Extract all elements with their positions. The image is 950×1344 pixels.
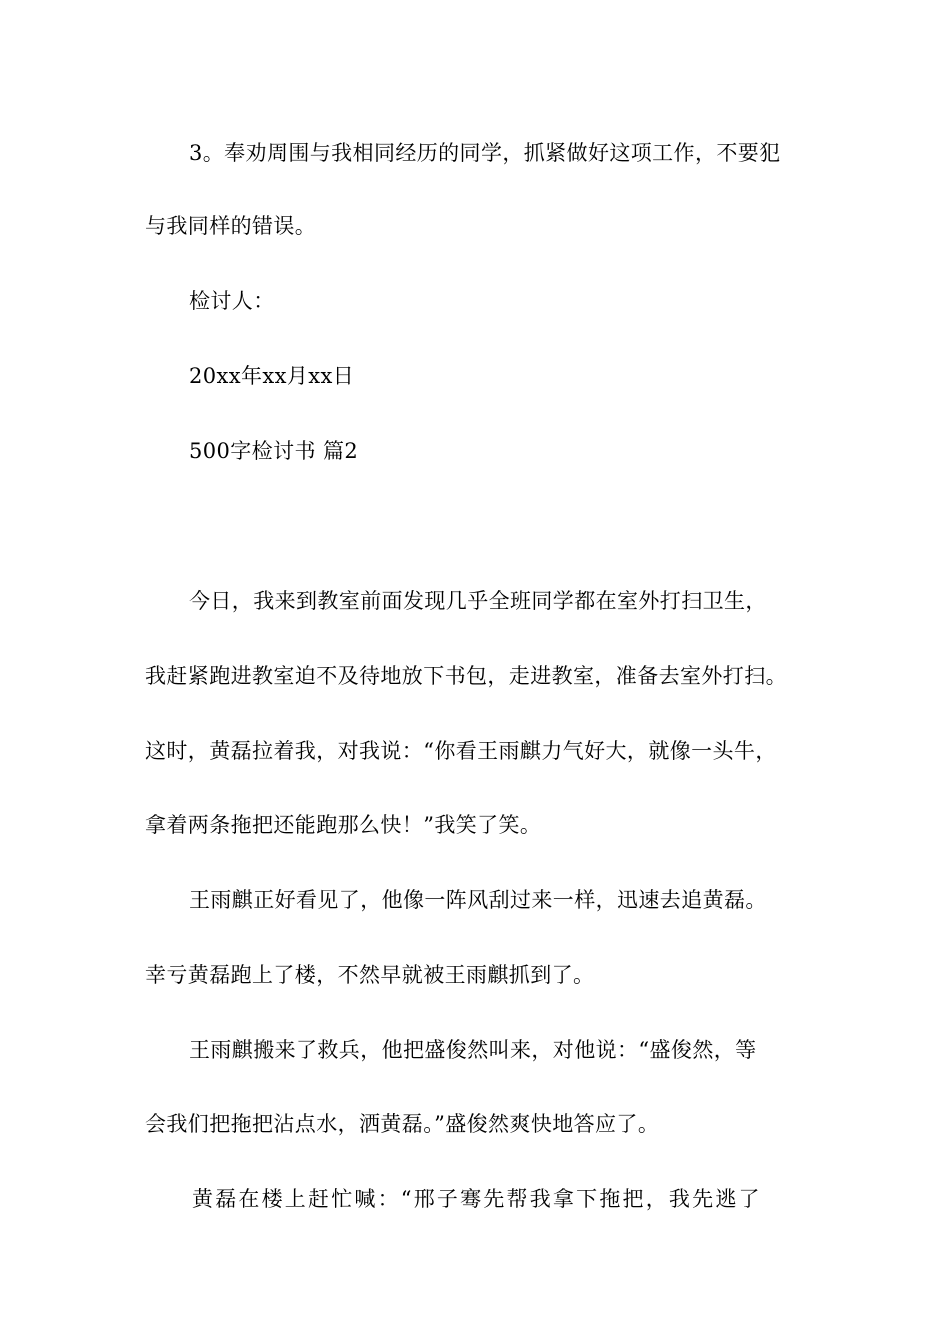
date-line: 20xx年xx月xx日 — [189, 364, 355, 388]
section-heading: 500字检讨书 篇2 — [189, 439, 359, 463]
paragraph-line: 王雨麒正好看见了，他像一阵风刮过来一样，迅速去追黄磊。 — [189, 888, 767, 912]
paragraph-line: 王雨麒搬来了救兵，他把盛俊然叫来，对他说：“盛俊然，等 — [189, 1038, 757, 1062]
paragraph-line: 拿着两条拖把还能跑那么快！”我笑了笑。 — [145, 813, 542, 837]
paragraph-line: 今日，我来到教室前面发现几乎全班同学都在室外打扫卫生， — [189, 589, 767, 613]
paragraph-line: 3。奉劝周围与我相同经历的同学，抓紧做好这项工作，不要犯 — [189, 141, 781, 165]
paragraph-line: 幸亏黄磊跑上了楼，不然早就被王雨麒抓到了。 — [145, 963, 595, 987]
paragraph-line: 会我们把拖把沾点水，洒黄磊。”盛俊然爽快地答应了。 — [145, 1112, 660, 1136]
signature-label: 检讨人： — [189, 289, 275, 313]
paragraph-line: 这时，黄磊拉着我，对我说：“你看王雨麒力气好大，就像一头牛， — [145, 739, 777, 763]
paragraph-line: 黄磊在楼上赶忙喊：“邢子骞先帮我拿下拖把，我先逃了 — [192, 1187, 762, 1211]
paragraph-line: 与我同样的错误。 — [145, 214, 317, 238]
paragraph-line: 我赶紧跑进教室迫不及待地放下书包，走进教室，准备去室外打扫。 — [145, 664, 787, 688]
